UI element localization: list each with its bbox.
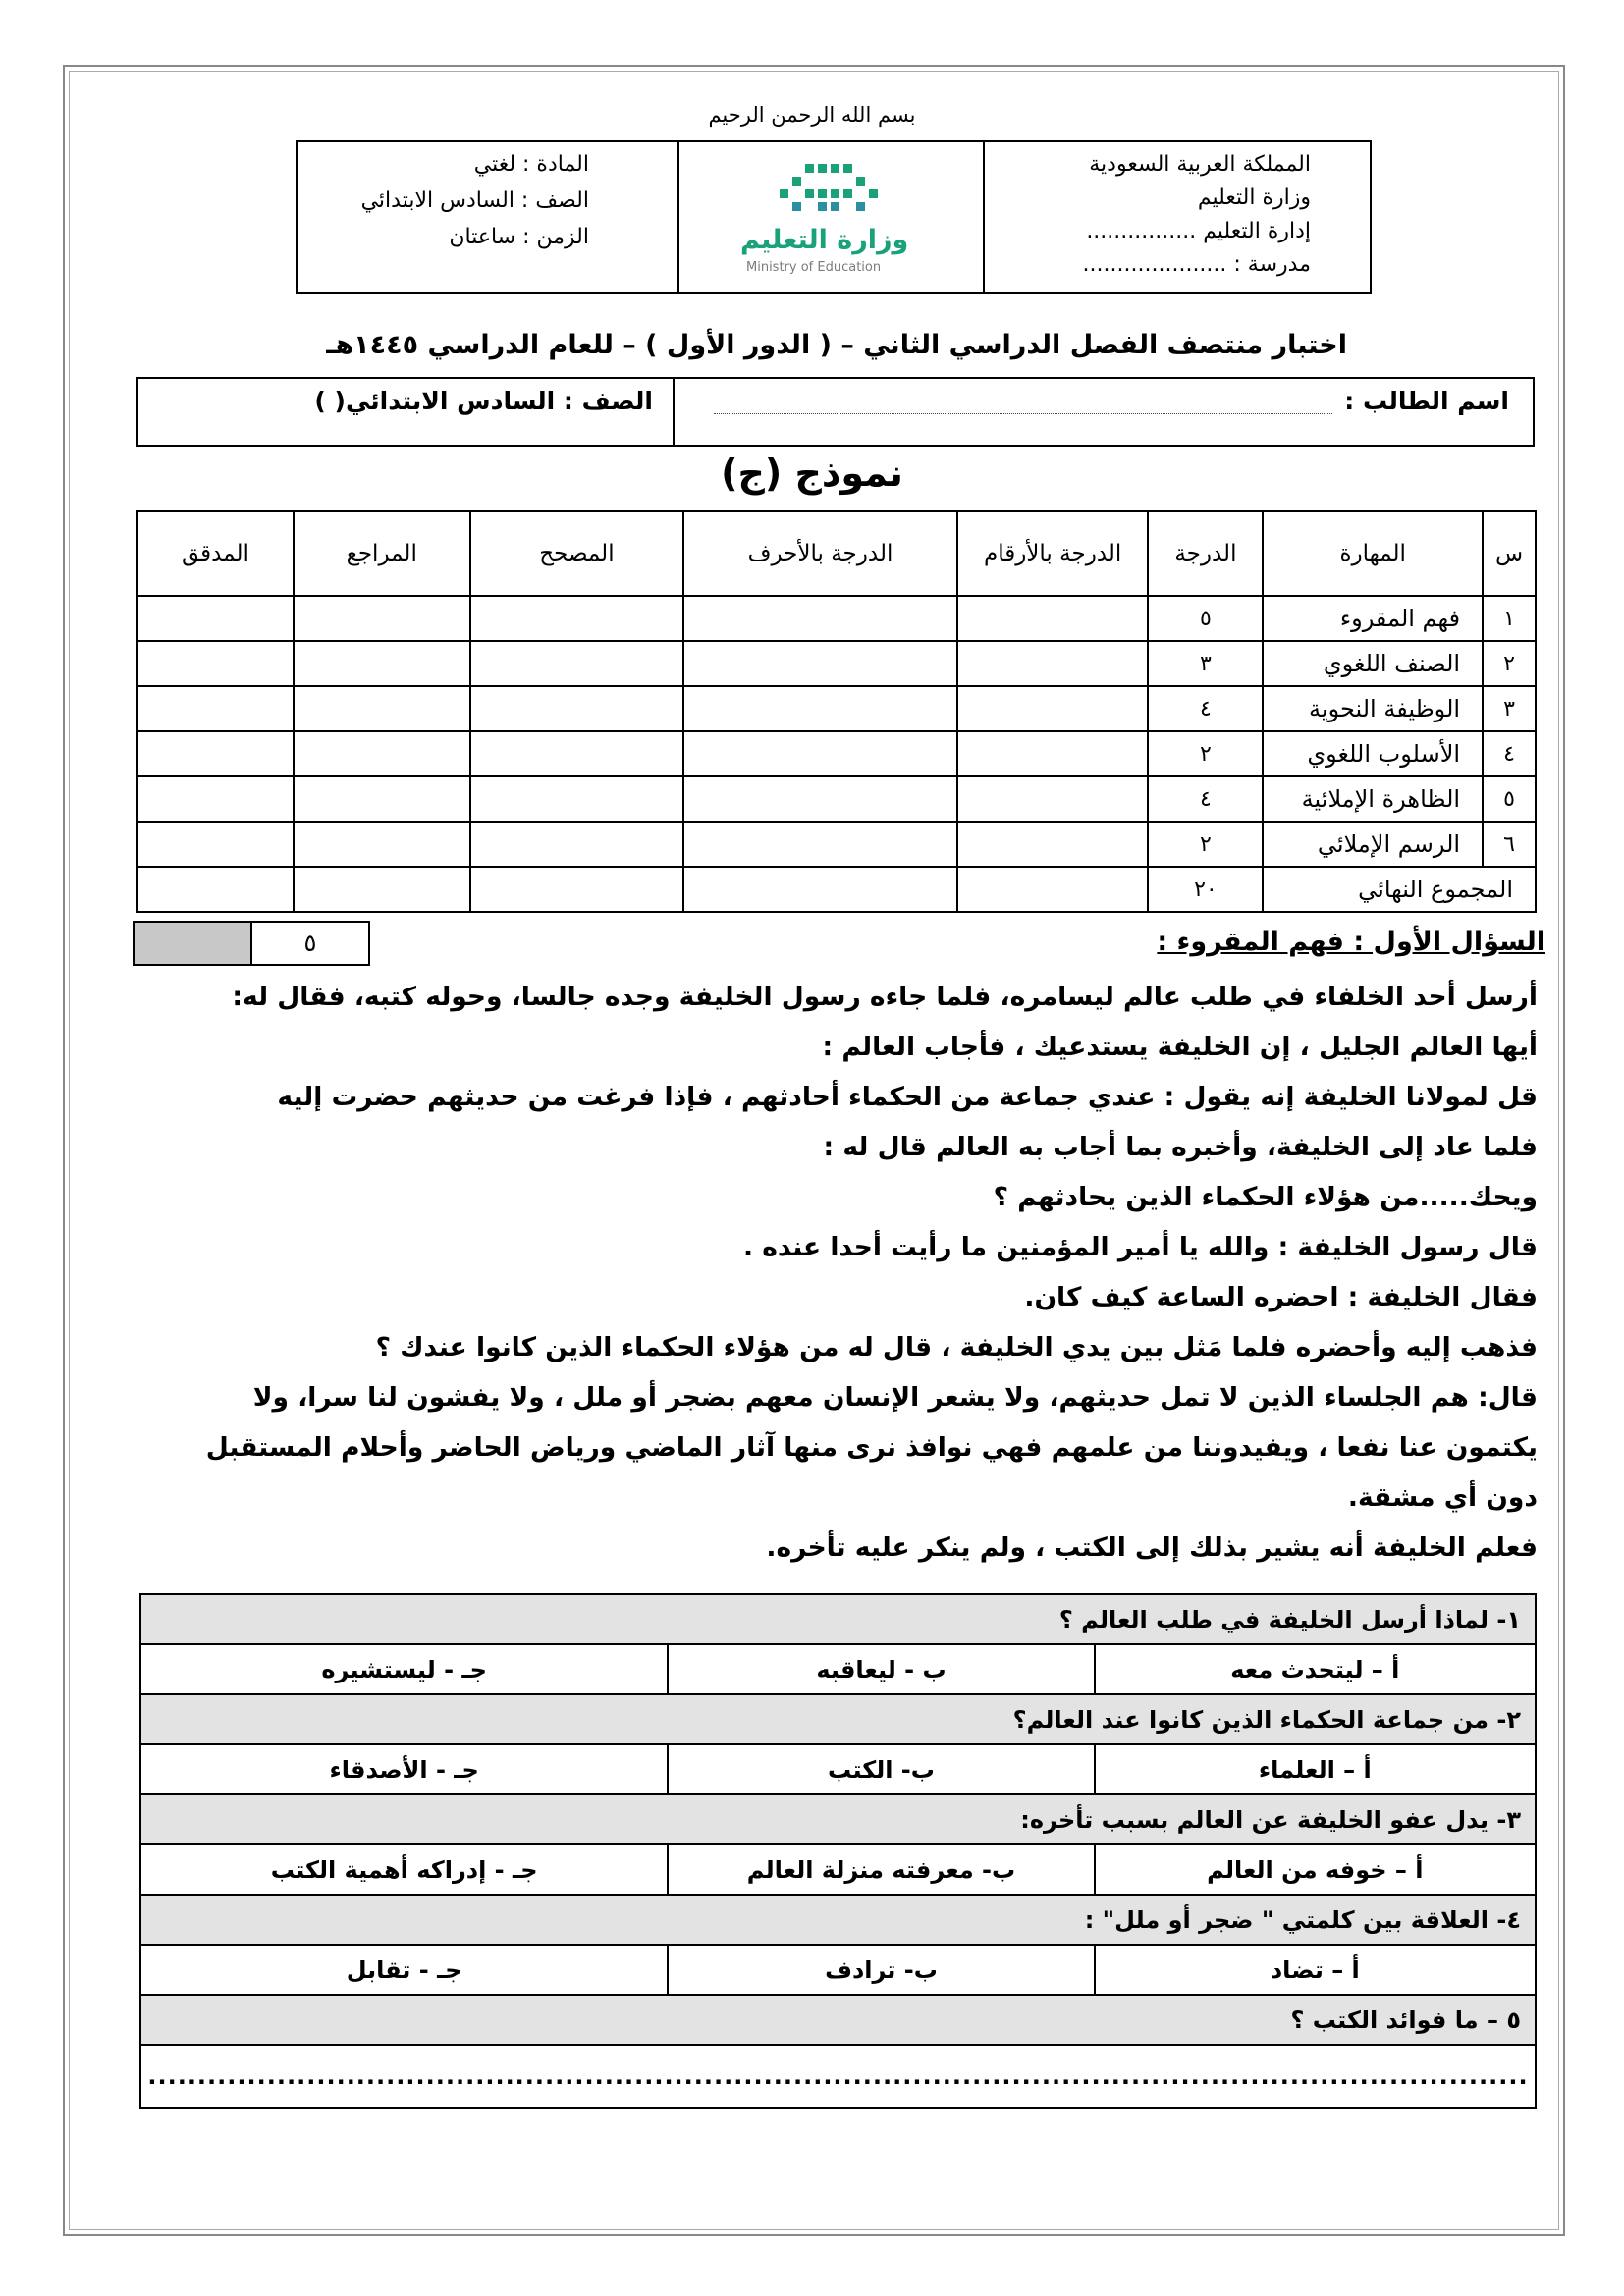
row-skill: فهم المقروء bbox=[1263, 596, 1483, 641]
corrector-cell[interactable] bbox=[470, 686, 684, 731]
question-one-score: ٥ bbox=[303, 930, 317, 957]
passage-line: قل لمولانا الخليفة إنه يقول : عندي جماعة من الحكماء أحادثهم ، فإذا فرغت من حديثهم حضرت إليه bbox=[277, 1082, 1538, 1112]
directorate-line: إدارة التعليم ................ bbox=[1086, 219, 1311, 243]
student-name-label: اسم الطالب : bbox=[1344, 387, 1509, 415]
student-name-dots bbox=[714, 387, 1332, 414]
corrector-cell[interactable] bbox=[470, 596, 684, 641]
row-grade: ٣ bbox=[1148, 641, 1263, 686]
question-1: ١- لماذا أرسل الخليفة في طلب العالم ؟ bbox=[140, 1594, 1536, 1644]
row-skill: الأسلوب اللغوي bbox=[1263, 731, 1483, 776]
row-grade: ٤ bbox=[1148, 776, 1263, 822]
class-line: الصف : السادس الابتدائي bbox=[360, 188, 589, 213]
student-box bbox=[136, 377, 1535, 447]
total-row bbox=[137, 867, 1536, 912]
auditor-cell[interactable] bbox=[137, 731, 294, 776]
option-a[interactable]: أ – ليتحدث معه bbox=[1095, 1644, 1536, 1694]
grade-letters-cell[interactable] bbox=[683, 641, 957, 686]
grade-letters-cell[interactable] bbox=[683, 731, 957, 776]
passage-line: أرسل أحد الخلفاء في طلب عالم ليسامره، فلما جاءه رسول الخليفة وجده جالسا، وحوله كتبه، فقال له: bbox=[232, 982, 1538, 1012]
question-4: ٤- العلاقة بين كلمتي " ضجر أو ملل" : bbox=[140, 1895, 1536, 1945]
country-line: المملكة العربية السعودية bbox=[1089, 152, 1311, 177]
col-grade-digits: الدرجة بالأرقام bbox=[957, 511, 1149, 596]
row-number: ٣ bbox=[1483, 686, 1536, 731]
table-row bbox=[137, 776, 1536, 822]
reviewer-cell[interactable] bbox=[294, 776, 470, 822]
option-b[interactable]: ب - ليعاقبه bbox=[668, 1644, 1094, 1694]
passage-line: أيها العالم الجليل ، إن الخليفة يستدعيك ، فأجاب العالم : bbox=[822, 1032, 1538, 1062]
table-row bbox=[137, 822, 1536, 867]
table-row bbox=[137, 731, 1536, 776]
table-row bbox=[137, 641, 1536, 686]
grade-digits-cell[interactable] bbox=[957, 641, 1149, 686]
exam-title: اختبار منتصف الفصل الدراسي الثاني – ( الدور الأول ) – للعام الدراسي ١٤٤٥هـ bbox=[326, 330, 1347, 360]
question-5: ٥ – ما فوائد الكتب ؟ bbox=[140, 1995, 1536, 2045]
option-b[interactable]: ب- الكتب bbox=[668, 1744, 1094, 1794]
header-box bbox=[296, 140, 1372, 294]
corrector-cell[interactable] bbox=[470, 641, 684, 686]
grade-table bbox=[136, 510, 1537, 913]
row-grade: ٤ bbox=[1148, 686, 1263, 731]
question-one-score-blank[interactable] bbox=[135, 923, 252, 964]
option-c[interactable]: جـ - تقابل bbox=[140, 1945, 668, 1995]
reviewer-cell[interactable] bbox=[294, 822, 470, 867]
row-skill: الرسم الإملائي bbox=[1263, 822, 1483, 867]
grade-table-header bbox=[137, 511, 1536, 596]
grade-digits-cell[interactable] bbox=[957, 776, 1149, 822]
school-line: مدرسة : ..................... bbox=[1082, 252, 1311, 277]
col-number: س bbox=[1483, 511, 1536, 596]
passage-line: فذهب إليه وأحضره فلما مَثل بين يدي الخليفة ، قال له من هؤلاء الحكماء الذين كانوا عندك ؟ bbox=[375, 1332, 1538, 1362]
grade-letters-cell[interactable] bbox=[683, 596, 957, 641]
col-skill: المهارة bbox=[1263, 511, 1483, 596]
student-class-label: الصف : السادس الابتدائي( ) bbox=[314, 387, 653, 415]
passage-line: قال: هم الجلساء الذين لا تمل حديثهم، ولا يشعر الإنسان معهم بضجر أو ملل ، ولا يفشون لنا سرا، ولا bbox=[252, 1382, 1538, 1413]
grade-digits-cell[interactable] bbox=[957, 686, 1149, 731]
passage-line: فلما عاد إلى الخليفة، وأخبره بما أجاب به العالم قال له : bbox=[823, 1132, 1538, 1162]
option-b[interactable]: ب- معرفته منزلة العالم bbox=[668, 1844, 1094, 1895]
total-reviewer-cell[interactable] bbox=[294, 867, 470, 912]
total-value: ٢٠ bbox=[1148, 867, 1263, 912]
grade-letters-cell[interactable] bbox=[683, 776, 957, 822]
questions-table bbox=[139, 1593, 1537, 2109]
subject-info bbox=[298, 142, 677, 292]
question-3: ٣- يدل عفو الخليفة عن العالم بسبب تأخره: bbox=[140, 1794, 1536, 1844]
passage-line: فعلم الخليفة أنه يشير بذلك إلى الكتب ، ولم ينكر عليه تأخره. bbox=[766, 1532, 1538, 1563]
corrector-cell[interactable] bbox=[470, 776, 684, 822]
logo-text-en: Ministry of Education bbox=[746, 260, 882, 275]
student-name-field[interactable] bbox=[673, 379, 1533, 445]
auditor-cell[interactable] bbox=[137, 596, 294, 641]
reviewer-cell[interactable] bbox=[294, 596, 470, 641]
corrector-cell[interactable] bbox=[470, 822, 684, 867]
ministry-logo bbox=[677, 142, 983, 292]
row-skill: الوظيفة النحوية bbox=[1263, 686, 1483, 731]
col-auditor: المدقق bbox=[137, 511, 294, 596]
question-one-heading: السؤال الأول : فهم المقروء : bbox=[1157, 927, 1545, 957]
col-reviewer: المراجع bbox=[294, 511, 470, 596]
passage-line: ويحك.....من هؤلاء الحكماء الذين يحادثهم ؟ bbox=[993, 1182, 1538, 1212]
ministry-info bbox=[983, 142, 1370, 292]
auditor-cell[interactable] bbox=[137, 641, 294, 686]
ministry-line: وزارة التعليم bbox=[1197, 186, 1311, 210]
subject-line: المادة : لغتي bbox=[473, 152, 589, 177]
col-corrector: المصحح bbox=[470, 511, 684, 596]
question-5-answer-line[interactable]: ........................................................................................................................................... bbox=[140, 2045, 1536, 2108]
grade-letters-cell[interactable] bbox=[683, 822, 957, 867]
reviewer-cell[interactable] bbox=[294, 641, 470, 686]
grade-digits-cell[interactable] bbox=[957, 731, 1149, 776]
form-label: نموذج (ج) bbox=[721, 452, 903, 495]
option-a[interactable]: أ – خوفه من العالم bbox=[1095, 1844, 1536, 1895]
table-row bbox=[137, 686, 1536, 731]
total-label: المجموع النهائي bbox=[1263, 867, 1536, 912]
reviewer-cell[interactable] bbox=[294, 686, 470, 731]
row-grade: ٥ bbox=[1148, 596, 1263, 641]
row-grade: ٢ bbox=[1148, 731, 1263, 776]
row-skill: الصنف اللغوي bbox=[1263, 641, 1483, 686]
grade-letters-cell[interactable] bbox=[683, 686, 957, 731]
option-a[interactable]: أ – العلماء bbox=[1095, 1744, 1536, 1794]
passage-line: قال رسول الخليفة : والله يا أمير المؤمنين ما رأيت أحدا عنده . bbox=[742, 1232, 1538, 1262]
grade-digits-cell[interactable] bbox=[957, 822, 1149, 867]
basmala: بسم الله الرحمن الرحيم bbox=[708, 103, 916, 127]
row-number: ٥ bbox=[1483, 776, 1536, 822]
total-corrector-cell[interactable] bbox=[470, 867, 684, 912]
option-c[interactable]: جـ - إدراكه أهمية الكتب bbox=[140, 1844, 668, 1895]
auditor-cell[interactable] bbox=[137, 686, 294, 731]
passage-line: فقال الخليفة : احضره الساعة كيف كان. bbox=[1024, 1282, 1538, 1312]
logo-text-ar: وزارة التعليم bbox=[740, 225, 909, 255]
table-row bbox=[137, 596, 1536, 641]
row-number: ٦ bbox=[1483, 822, 1536, 867]
total-letters-cell[interactable] bbox=[683, 867, 957, 912]
row-number: ١ bbox=[1483, 596, 1536, 641]
reading-passage bbox=[143, 972, 1538, 1573]
total-auditor-cell[interactable] bbox=[137, 867, 294, 912]
question-2: ٢- من جماعة الحكماء الذين كانوا عند العالم؟ bbox=[140, 1694, 1536, 1744]
auditor-cell[interactable] bbox=[137, 776, 294, 822]
auditor-cell[interactable] bbox=[137, 822, 294, 867]
corrector-cell[interactable] bbox=[470, 731, 684, 776]
passage-line: دون أي مشقة. bbox=[1347, 1482, 1538, 1513]
grade-digits-cell[interactable] bbox=[957, 596, 1149, 641]
total-digits-cell[interactable] bbox=[957, 867, 1149, 912]
option-c[interactable]: جـ - الأصدقاء bbox=[140, 1744, 668, 1794]
time-line: الزمن : ساعتان bbox=[449, 225, 589, 249]
reviewer-cell[interactable] bbox=[294, 731, 470, 776]
option-c[interactable]: جـ - ليستشيره bbox=[140, 1644, 668, 1694]
col-grade: الدرجة bbox=[1148, 511, 1263, 596]
question-one-score-box bbox=[133, 921, 370, 966]
row-skill: الظاهرة الإملائية bbox=[1263, 776, 1483, 822]
col-grade-letters: الدرجة بالأحرف bbox=[683, 511, 957, 596]
option-a[interactable]: أ – تضاد bbox=[1095, 1945, 1536, 1995]
row-number: ٢ bbox=[1483, 641, 1536, 686]
row-number: ٤ bbox=[1483, 731, 1536, 776]
option-b[interactable]: ب- ترادف bbox=[668, 1945, 1094, 1995]
row-grade: ٢ bbox=[1148, 822, 1263, 867]
passage-line: يكتمون عنا نفعا ، ويفيدوننا من علمهم فهي نوافذ نرى منها آثار الماضي ورياض الحاضر وأحلام المستقبل bbox=[205, 1432, 1538, 1463]
